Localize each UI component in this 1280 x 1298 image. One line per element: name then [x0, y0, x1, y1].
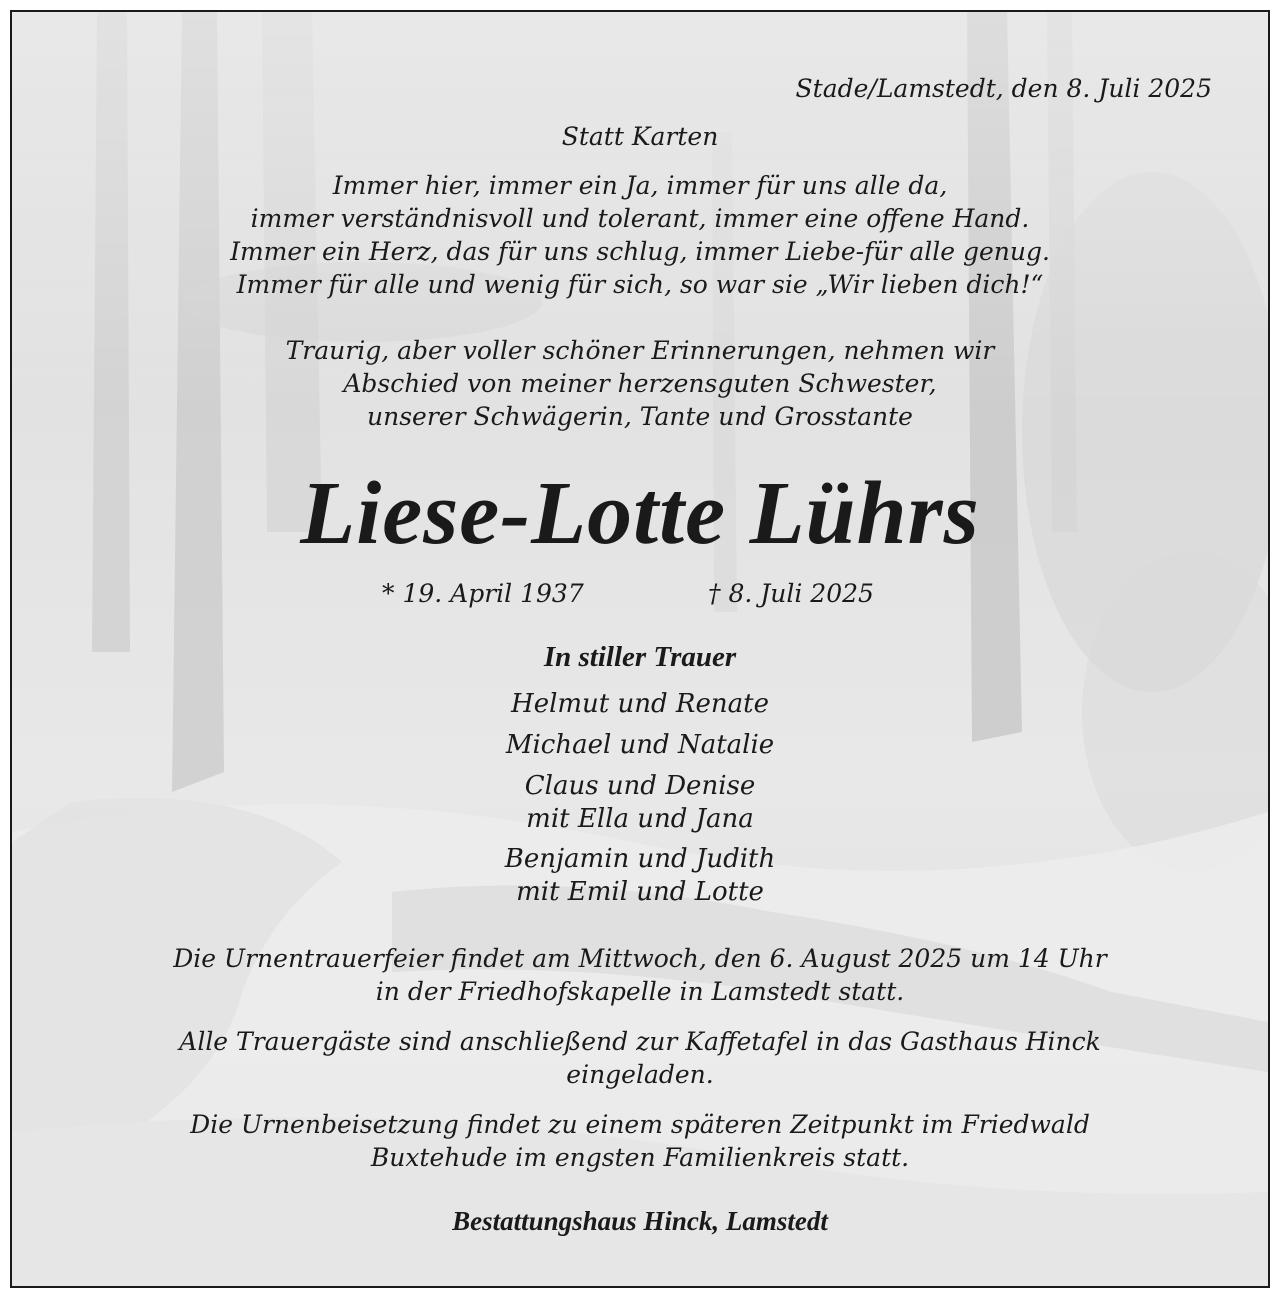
mourner-line: Claus und Denise	[524, 771, 756, 801]
mourner-line: mit Ella und Jana	[526, 804, 754, 834]
burial-line: Die Urnenbeisetzung findet zu einem späteren Zeitpunkt im Friedwald	[190, 1110, 1090, 1139]
mourner-line: Helmut und Renate	[511, 689, 769, 719]
ceremony-line: Die Urnentrauerfeier findet am Mittwoch, den 6. August 2025 um 14 Uhr	[173, 944, 1107, 973]
statt-karten-note: Statt Karten	[561, 122, 719, 151]
death-date: † 8. Juli 2025	[708, 579, 874, 608]
poem-line: immer verständnisvoll und tolerant, immer eine offene Hand.	[250, 204, 1030, 233]
burial-line: Buxtehude im engsten Familienkreis statt.	[370, 1143, 910, 1172]
mourner-line: Benjamin und Judith	[504, 844, 776, 874]
deceased-name: Liese-Lotte Lührs	[300, 464, 980, 563]
intro-line: unserer Schwägerin, Tante und Grosstante	[367, 402, 913, 431]
intro-line: Traurig, aber voller schöner Erinnerungen, nehmen wir	[285, 336, 995, 365]
poem-line: Immer hier, immer ein Ja, immer für uns alle da,	[332, 171, 948, 200]
ceremony-line: in der Friedhofskapelle in Lamstedt statt.	[375, 977, 905, 1006]
coffee-line: eingeladen.	[566, 1060, 714, 1089]
mourner-line: Michael und Natalie	[505, 730, 775, 760]
mourner-line: mit Emil und Lotte	[516, 877, 764, 907]
poem-line: Immer ein Herz, das für uns schlug, immer Liebe-für alle genug.	[230, 237, 1050, 266]
notice-panel	[10, 10, 1270, 1288]
place-date: Stade/Lamstedt, den 8. Juli 2025	[795, 74, 1212, 103]
funeral-home: Bestattungshaus Hinck, Lamstedt	[452, 1206, 828, 1236]
poem-line: Immer für alle und wenig für sich, so war sie „Wir lieben dich!“	[236, 270, 1044, 299]
birth-date: * 19. April 1937	[382, 579, 584, 608]
mourning-heading: In stiller Trauer	[543, 641, 737, 673]
intro-line: Abschied von meiner herzensguten Schwester,	[343, 369, 937, 398]
coffee-line: Alle Trauergäste sind anschließend zur Kaffetafel in das Gasthaus Hinck	[179, 1027, 1101, 1056]
